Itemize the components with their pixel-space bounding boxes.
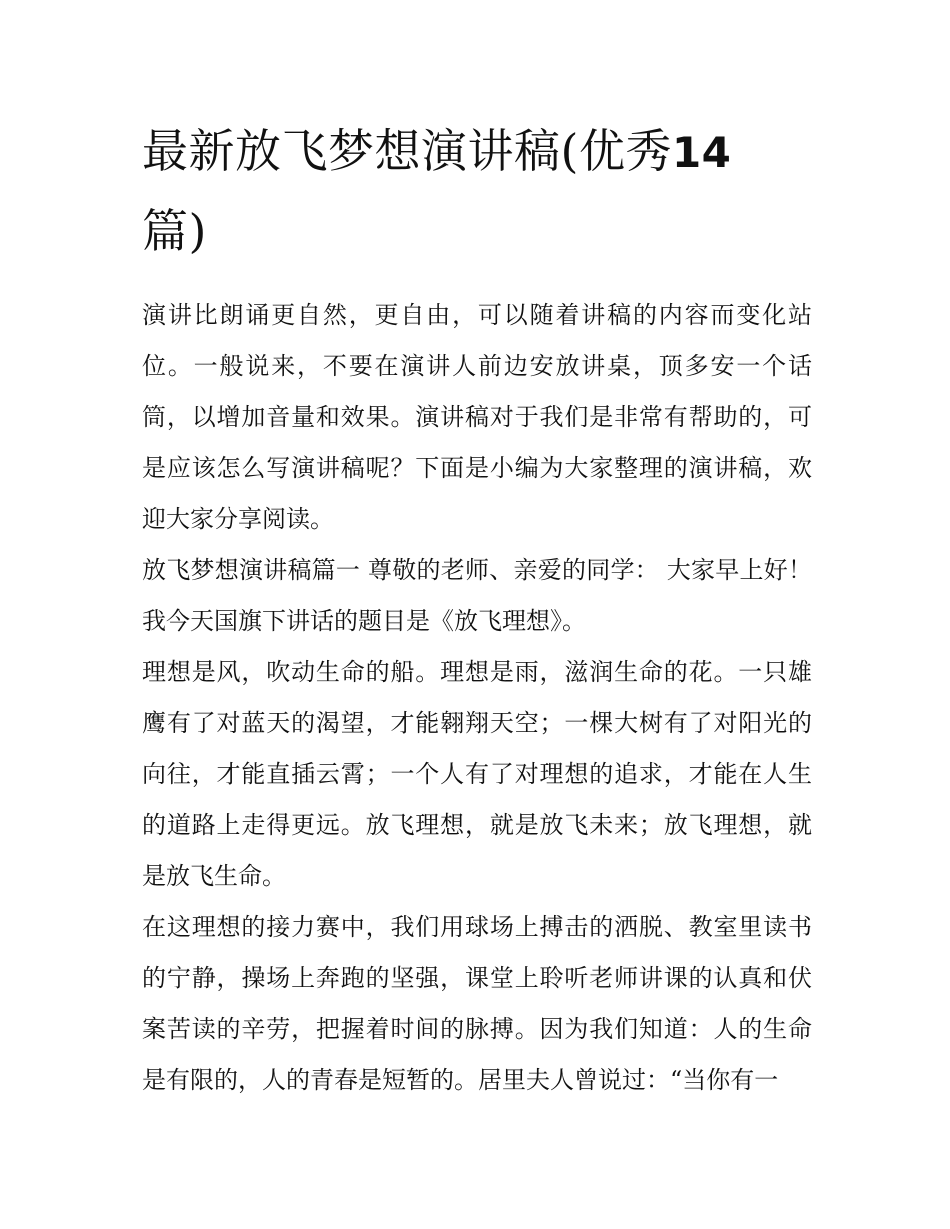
document-title — [142, 112, 812, 270]
paragraph-ideal-metaphor: 理想是风，吹动生命的船。理想是雨，滋润生命的花。一只雄鹰有了对蓝天的渴望，才能翱翔天空；一棵大树有了对阳光的向往，才能直插云霄；一个人有了对理想的追求，才能在人生的道路上走得更远。放飞理想，就是放飞未来；放飞理想，就是放飞生命。 — [142, 658, 812, 890]
title-end-text: 篇) — [142, 204, 207, 258]
document-body — [142, 290, 812, 1106]
title-main-text: 最新放飞梦想演讲稿(优秀 — [142, 124, 672, 178]
paragraph-intro: 演讲比朗诵更自然，更自由，可以随着讲稿的内容而变化站位。一般说来，不要在演讲人前边安放讲桌，顶多安一个话筒，以增加音量和效果。演讲稿对于我们是非常有帮助的，可是应该怎么写演讲稿呢？下面是小编为大家整理的演讲稿，欢迎大家分享阅读。 — [142, 301, 812, 533]
paragraph-greeting: 放飞梦想演讲稿篇一 尊敬的老师、亲爱的同学： 大家早上好！ 我今天国旗下讲话的题目是《放飞理想》。 — [142, 556, 812, 635]
document-page — [142, 112, 812, 1106]
title-count-number: 14 — [671, 128, 732, 177]
paragraph-relay: 在这理想的接力赛中，我们用球场上搏击的洒脱、教室里读书的宁静，操场上奔跑的坚强，课堂上聆听老师讲课的认真和伏案苦读的辛劳，把握着时间的脉搏。因为我们知道：人的生命是有限的，人的青春是短暂的。居里夫人曾说过：“当你有一 — [142, 913, 812, 1094]
